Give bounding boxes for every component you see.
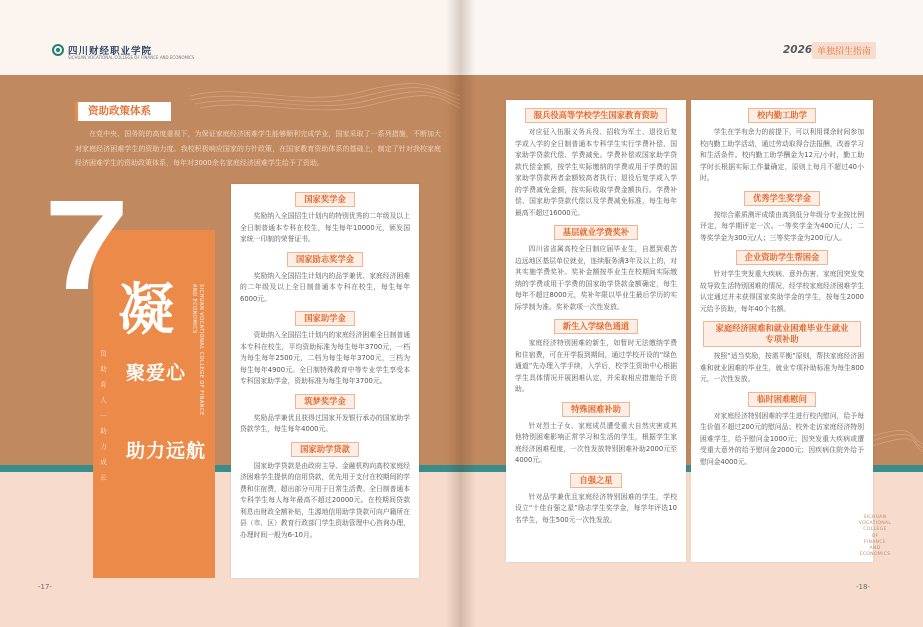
college-name: 四川财经职业学院 [68, 46, 153, 57]
policy-card-title: 家庭经济困难和就业困难毕业生就业专项补助 [703, 321, 861, 347]
side-english-line: SICHUAN [863, 515, 887, 520]
policy-card-title: 优秀学生奖学金 [744, 191, 820, 206]
policy-card-title: 国家励志奖学金 [287, 252, 363, 267]
policy-card-text: 对应征入伍服义务兵役、招收为军士、退役后复学或入学的全日制普通本专科学生实行学费补偿、国家助学贷款代偿、学费减免。学费补偿或国家助学贷款代偿金额，按学生实际缴纳的学费或用于学费的国家助学贷款两者金额较高者执行；退役后复学或入学的学费减免金额，按实际收取学费金额执行。学费补偿、国家助学贷款代偿以及学费减免标准，每生每年最高不超过16000元。 [515, 128, 677, 217]
side-english-line: FINANCE [863, 539, 887, 545]
policy-card [515, 225, 677, 313]
left-policy-column [231, 184, 419, 578]
slogan-first-char: 凝 [118, 277, 174, 343]
slogan-line-1: 聚爱心 [126, 362, 187, 384]
policy-card-text: 国家助学贷款是由政府主导、金融机构向高校家庭经济困难学生提供的信用贷款，优先用于支付在校期间的学费和住宿费，超出部分可用于日常生活费。全日制普通本专科学生每人每年最高不超过20000元。在校期间贷款利息由财政全额补贴，生源地信用助学贷款可向户籍所在县（市、区）教育行政部门学生资助管理中心咨询办理，办理时间一般为6-10月。 [240, 461, 410, 539]
policy-card [700, 250, 864, 315]
policy-card-text: 奖励纳入全国招生计划内的特别优秀的二年级及以上全日制普通本专科在校生，每生每年10000元，颁发国家统一印制的荣誉证书。 [240, 212, 410, 243]
policy-card [240, 394, 410, 436]
policy-card-text: 奖励品学兼优且获得过国家开发银行承办的国家助学贷款学生，每生每年4000元。 [240, 413, 410, 433]
section-title: 资助政策体系 [75, 102, 171, 121]
policy-card-title: 新生入学绿色通道 [554, 319, 638, 334]
policy-card-text: 四川省省属高校全日制应届毕业生，自愿到艰苦边远地区基层单位就业，连续服务满3年及以上的，对其实施学费奖补。奖补金额按毕业生在校期间实际缴纳的学费或用于学费的国家助学贷款金额确定，每生每年不超过8000元，奖补年限以毕业生最后学历的实际学制为准。奖补款项一次性发放。 [515, 245, 677, 311]
vertical-tagline: 资助育人｜助力成长 [99, 350, 107, 490]
policy-card-text: 奖励纳入全国招生计划内的品学兼优、家庭经济困难的二年级及以上全日制普通本专科在校生，每生每年6000元。 [240, 271, 410, 303]
page-number-right: -18- [856, 583, 870, 591]
policy-card-title: 校内勤工助学 [748, 108, 816, 123]
policy-card [240, 442, 410, 542]
policy-card-title: 国家助学贷款 [291, 442, 359, 457]
spread-fold-shadow [446, 0, 476, 627]
policy-card-text: 对家庭经济特别困难的学生进行校内慰问，给予每生价值不超过200元的慰问品；校外走访家庭经济特别困难学生，给予慰问金1000元；因突发重大疾病或遭受重大意外的给予慰问金2000元；因疾病住院外给予慰问金4000元。 [700, 411, 864, 466]
policy-card-text: 按照“适当奖励，按需平衡”原则，帮扶家庭经济困难和就业困难的毕业生，就业专项补助标准为每生800元，一次性发放。 [700, 352, 864, 383]
policy-card-text: 学生在学有余力的前提下，可以利用课余时间参加校内勤工助学活动，通过劳动取得合法报酬，改善学习和生活条件。校内勤工助学酬金为12元/小时，勤工助学时长根据实际工作量确定，原则上每月不超过40小时。 [700, 128, 864, 182]
policy-card-title: 国家奖学金 [295, 192, 355, 207]
slogan-line-2: 助力远航 [126, 440, 207, 462]
policy-card-text: 按综合素质测评成绩由高到低分年级分专业按比例评定，每学期评定一次。一等奖学金为400元/人；二等奖学金为300元/人；三等奖学金为200元/人。 [700, 210, 864, 242]
side-english-line: OF [871, 533, 879, 539]
policy-card [240, 252, 410, 306]
intro-paragraph: 在党中央、国务院的高度重视下，为保证家庭经济困难学生能够顺利完成学业，国家采取了一系列措施，不断加大对家庭经济困难学生的资助力度。我校积极响应国家的方针政策，在国家教育资助体系的基础上，制定了针对我校家庭经济困难学生的资助政策体系，每年对3000余名家庭经济困难学生给予了资助。 [75, 130, 441, 167]
policy-card [515, 402, 677, 467]
side-english-text [850, 515, 900, 558]
policy-card-text: 家庭经济特别困难的新生，如暂时无法缴纳学费和住宿费，可在开学报到期间，通过学校开设的“绿色通道”先办理入学手续，入学后，校学生资助中心根据学生具体情况开展困难认定，并采取相应措施给予资助。 [515, 339, 677, 393]
policy-card [515, 108, 677, 219]
policy-card [240, 192, 410, 246]
policy-card-title: 企业资助学生帮困金 [736, 250, 829, 265]
policy-card [700, 191, 864, 245]
policy-card-title: 临时困难慰问 [748, 392, 816, 407]
policy-card-title: 国家助学金 [295, 311, 355, 326]
side-english-line: VOCATIONAL [858, 521, 892, 527]
policy-card-title: 基层就业学费奖补 [554, 225, 638, 240]
side-english-line: ECONOMICS [859, 552, 891, 558]
college-name-en: SICHUAN VOCATIONAL COLLEGE OF FINANCE AND ECONOMICS [68, 55, 195, 60]
college-logo-icon [52, 44, 64, 56]
policy-card [515, 473, 677, 527]
policy-card-text: 针对学生突发重大疾病、意外伤害、家庭因突发变故导致生活特别困难的情况，经学校家庭经济困难学生认定通过并未获得国家奖助学金的学生，按每生2000元给予资助，每年40个名额。 [700, 270, 864, 313]
side-english-line: COLLEGE [863, 527, 887, 533]
policy-card [700, 108, 864, 185]
right-policy-column-2 [691, 100, 873, 562]
big-number: 7 [44, 174, 130, 317]
policy-card-title: 特殊困难补助 [562, 402, 630, 417]
policy-card [700, 392, 864, 469]
college-name-en-vertical: SICHUAN VOCATIONAL COLLEGE OF FINANCE AND ECONOMICS [191, 284, 204, 416]
policy-card [240, 311, 410, 388]
policy-card-text: 针对品学兼优且家庭经济特别困难的学生，学校设立“十佳自强之星”励志学生奖学金，每学年评选10名学生，每生500元一次性发放。 [515, 492, 677, 524]
guide-title: 单独招生指南 [812, 42, 876, 59]
side-english-line: AND [869, 546, 881, 552]
policy-card-title: 筑梦奖学金 [295, 394, 355, 409]
right-policy-column-1 [506, 100, 686, 562]
policy-card [515, 319, 677, 396]
policy-card [700, 321, 864, 386]
policy-card-text: 资助纳入全国招生计划内的家庭经济困难全日制普通本专科在校生，平均资助标准为每生每年3700元，一档为每生每年2500元，二档为每生每年3700元，三档为每生每年4900元。全日制特殊教育中等专业学生享受本专科国家助学金，资助标准为每生每年3700元。 [240, 331, 410, 385]
guide-year: 2026 [783, 44, 813, 56]
policy-card-title: 自强之星 [570, 473, 621, 488]
policy-card-title: 服兵役高等学校学生国家教育资助 [525, 108, 667, 123]
page-number-left: -17- [38, 583, 52, 591]
policy-card-text: 针对烈士子女、家庭成员遭受重大自然灾害或其他特别困难影响正常学习和生活的学生，根据学生家庭经济困难程度，一次性发放特别困难补助2000元至4000元。 [515, 421, 677, 464]
